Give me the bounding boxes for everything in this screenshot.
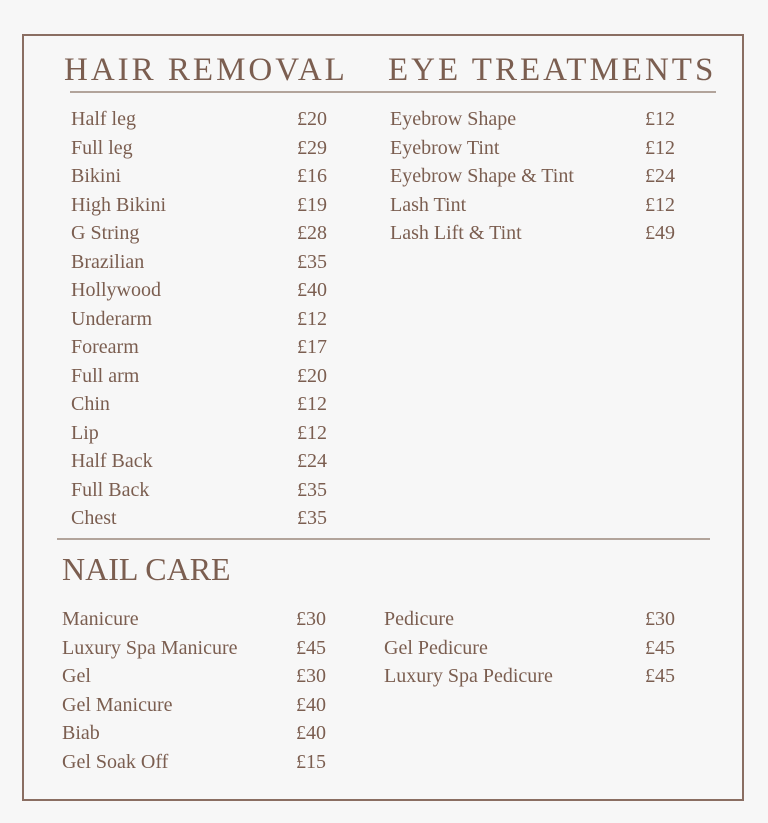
hair-removal-item-price: £24 bbox=[297, 450, 327, 472]
hair-removal-item-price: £20 bbox=[297, 108, 327, 130]
nail-care-item bbox=[62, 605, 352, 634]
nail-care-item-name: Luxury Spa Manicure bbox=[62, 636, 238, 659]
nail-care-item-name: Biab bbox=[62, 722, 100, 744]
hair-removal-item bbox=[71, 390, 351, 419]
hair-removal-item bbox=[71, 362, 351, 391]
nail-care-item-name: Manicure bbox=[62, 608, 139, 630]
nail-care-item bbox=[62, 691, 352, 720]
hair-removal-item-name: Bikini bbox=[71, 165, 122, 187]
hair-removal-item-price: £12 bbox=[297, 421, 327, 444]
hair-removal-item-name: Full Back bbox=[71, 478, 150, 501]
hair-removal-item-name: Chest bbox=[71, 507, 117, 529]
hair-removal-item-price: £40 bbox=[297, 279, 327, 301]
nail-care-item-price: £15 bbox=[296, 750, 326, 773]
hair-removal-item-name: Half leg bbox=[71, 108, 136, 130]
hair-removal-item-name: Full arm bbox=[71, 364, 140, 387]
nail-care-item-price: £40 bbox=[296, 693, 326, 716]
eye-treatment-item-price: £12 bbox=[645, 136, 675, 159]
hair-removal-item-name: Half Back bbox=[71, 450, 153, 472]
eye-treatment-item-name: Eyebrow Tint bbox=[390, 136, 500, 159]
pedicure-item-price: £45 bbox=[645, 665, 675, 687]
nail-care-item-price: £45 bbox=[296, 636, 326, 659]
pedicure-item-price: £30 bbox=[645, 608, 675, 630]
hair-removal-item-name: Chin bbox=[71, 393, 110, 415]
nail-care-item-name: Gel bbox=[62, 665, 91, 687]
hair-removal-item-price: £29 bbox=[297, 136, 327, 159]
hair-removal-item-name: Brazilian bbox=[71, 250, 145, 273]
hair-removal-item-name: Lip bbox=[71, 421, 99, 444]
eye-treatment-item-price: £49 bbox=[645, 222, 675, 244]
eye-treatment-item bbox=[390, 105, 690, 134]
pedicure-item-name: Gel Pedicure bbox=[384, 636, 488, 659]
hair-removal-item-name: Underarm bbox=[71, 307, 153, 330]
nail-care-list-left bbox=[62, 605, 352, 776]
hair-removal-item bbox=[71, 419, 351, 448]
nail-care-item bbox=[62, 748, 352, 777]
hair-removal-item-name: High Bikini bbox=[71, 193, 167, 216]
hair-removal-item-price: £17 bbox=[297, 336, 327, 358]
header-divider bbox=[70, 91, 716, 93]
hair-removal-item-name: Forearm bbox=[71, 336, 139, 358]
nail-care-item-price: £30 bbox=[296, 608, 326, 630]
hair-removal-item bbox=[71, 447, 351, 476]
hair-removal-item-price: £16 bbox=[297, 165, 327, 187]
hair-removal-item bbox=[71, 476, 351, 505]
hair-removal-item-name: G String bbox=[71, 222, 140, 244]
eye-treatment-item bbox=[390, 134, 690, 163]
hair-removal-item bbox=[71, 305, 351, 334]
eye-treatments-list bbox=[390, 105, 690, 248]
nail-care-item bbox=[62, 662, 352, 691]
hair-removal-item-price: £12 bbox=[297, 307, 327, 330]
hair-removal-item bbox=[71, 333, 351, 362]
eye-treatment-item bbox=[390, 219, 690, 248]
nail-care-heading: NAIL CARE bbox=[62, 551, 231, 587]
hair-removal-item-price: £20 bbox=[297, 364, 327, 387]
eye-treatment-item bbox=[390, 162, 690, 191]
eye-treatment-item-price: £12 bbox=[645, 108, 675, 130]
eye-treatment-item-price: £12 bbox=[645, 193, 675, 216]
hair-removal-item bbox=[71, 276, 351, 305]
eye-treatment-item-name: Lash Tint bbox=[390, 193, 467, 216]
hair-removal-item bbox=[71, 105, 351, 134]
hair-removal-item-price: £19 bbox=[297, 193, 327, 216]
nail-care-item-price: £30 bbox=[296, 665, 326, 687]
hair-removal-item-price: £35 bbox=[297, 250, 327, 273]
hair-removal-list bbox=[71, 105, 351, 533]
eye-treatments-heading: EYE TREATMENTS bbox=[388, 52, 717, 88]
eye-treatment-item bbox=[390, 191, 690, 220]
hair-removal-item-name: Hollywood bbox=[71, 279, 161, 301]
hair-removal-item-price: £28 bbox=[297, 222, 327, 244]
pedicure-item-price: £45 bbox=[645, 636, 675, 659]
eye-treatment-item-name: Eyebrow Shape & Tint bbox=[390, 165, 574, 187]
nail-care-item bbox=[62, 719, 352, 748]
hair-removal-item bbox=[71, 248, 351, 277]
nail-care-item bbox=[62, 634, 352, 663]
hair-removal-item bbox=[71, 219, 351, 248]
eye-treatment-item-name: Eyebrow Shape bbox=[390, 108, 517, 130]
nail-care-item-name: Gel Soak Off bbox=[62, 750, 169, 773]
hair-removal-item bbox=[71, 162, 351, 191]
nail-care-item-name: Gel Manicure bbox=[62, 693, 173, 716]
pedicure-item-name: Luxury Spa Pedicure bbox=[384, 665, 553, 687]
nail-care-list-right bbox=[384, 605, 694, 691]
pedicure-item-name: Pedicure bbox=[384, 608, 454, 630]
eye-treatment-item-price: £24 bbox=[645, 165, 675, 187]
hair-removal-item bbox=[71, 191, 351, 220]
section-divider bbox=[57, 538, 710, 540]
hair-removal-item-name: Full leg bbox=[71, 136, 133, 159]
nail-care-item-price: £40 bbox=[296, 722, 326, 744]
pedicure-item bbox=[384, 662, 694, 691]
hair-removal-item bbox=[71, 134, 351, 163]
hair-removal-item-price: £35 bbox=[297, 507, 327, 529]
pedicure-item bbox=[384, 634, 694, 663]
eye-treatment-item-name: Lash Lift & Tint bbox=[390, 222, 522, 244]
hair-removal-heading: HAIR REMOVAL bbox=[64, 52, 348, 88]
hair-removal-item bbox=[71, 504, 351, 533]
hair-removal-item-price: £35 bbox=[297, 478, 327, 501]
pedicure-item bbox=[384, 605, 694, 634]
hair-removal-item-price: £12 bbox=[297, 393, 327, 415]
